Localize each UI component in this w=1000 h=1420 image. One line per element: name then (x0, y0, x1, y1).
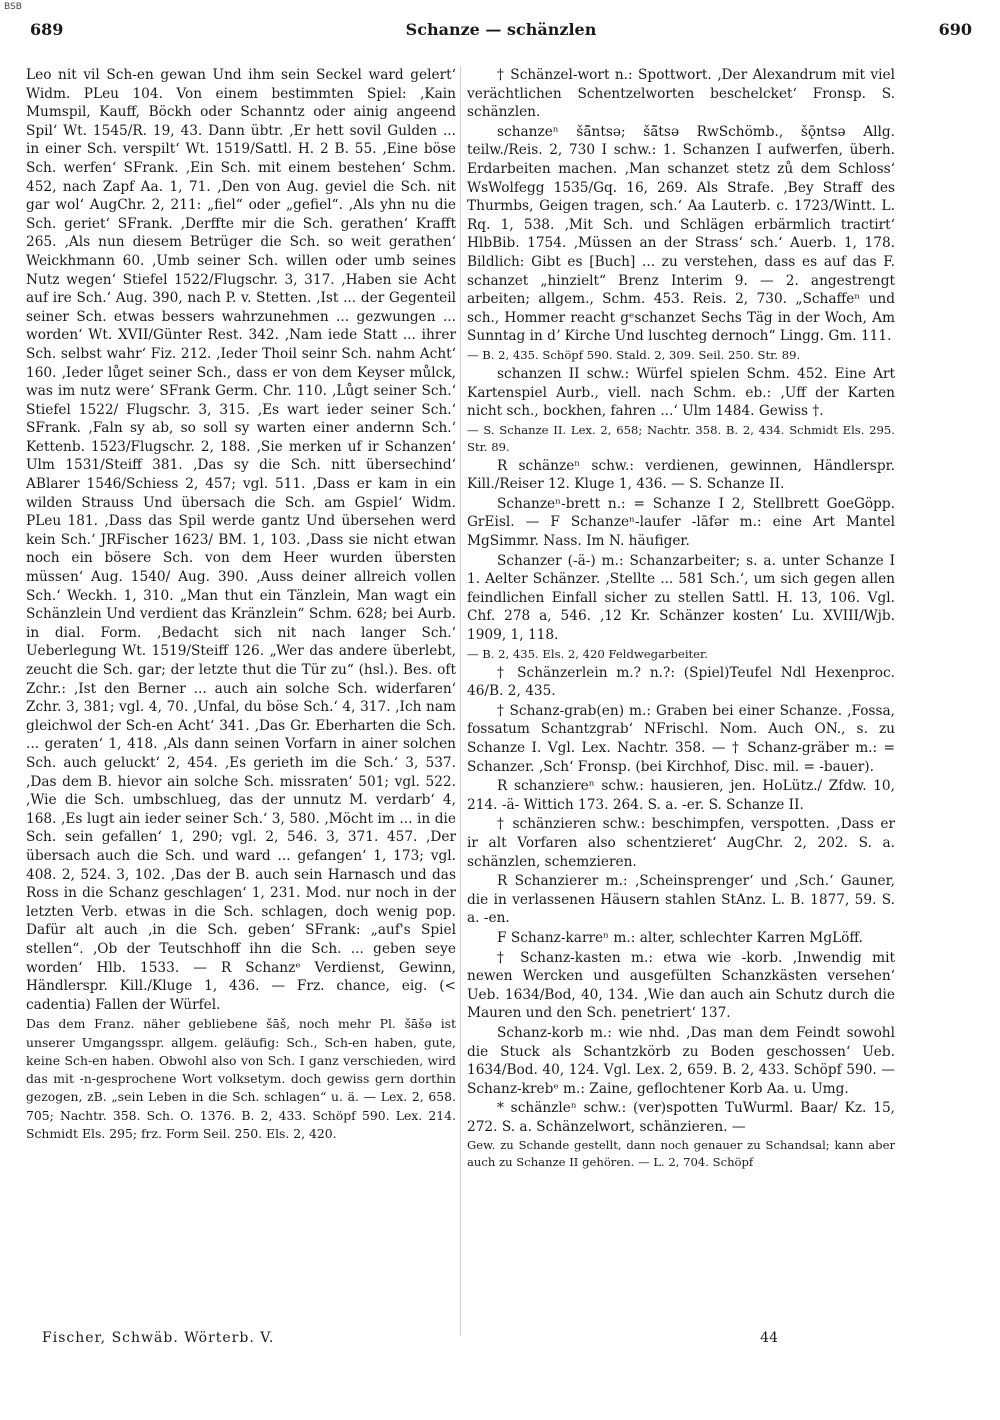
page-number-right: 690 (938, 20, 972, 39)
left-column (26, 66, 456, 1143)
entry-schanzieren: R schanziereⁿ schw.: hausieren, jen. HoLütz./ Zfdw. 10, 214. -ä- Wittich 173. 264. S. a. -er. S. Schanze II. (467, 778, 895, 813)
entry-schanzen-1: schanzeⁿ šā̃ntsǝ; šā̃tsǝ RwSchömb., šǭntsǝ Allg. teilw./Reis. 2, 730 I schw.: 1. Schanzen I aufwerfen, überh. Erdarbeiten machen. ‚Man schanzet stetz zů dem Schloss‘ WsWolfegg 1535/Gq. 16, 269. Als Strafe. ‚Bey Straff des Thurmbs, Geigen tragen, sch.‘ Aa Lauterb. c. 1723/Wintt. L. Rq. 1, 538. ‚Mit Sch. und Schlägen erbärmlich tractirt‘ HlbBib. 1754. ‚Müssen an der Strass‘ sch.‘ Auerb. 1, 178. Bildlich: Gibt es [Buch] ... zu verstehen, dass es auf das F. schanzet „hinzielt“ Brenz Interim 9. — 2. angestrengt arbeiten; allgem., Schm. 453. Reis. 2, 730. „Schaffeⁿ und sch., Hommer reacht gᵉschanzet Sechs Täg in der Woch, Am Sunntag in dʼ Kirche Und luschteg dernoch“ Lingg. Gm. 111. (467, 123, 895, 345)
entry-schanzer-refs: — B. 2, 435. Els. 2, 420 Feldwegarbeiter. (467, 646, 708, 661)
entry-schanz-kasten: † Schanz-kasten m.: etwa wie -korb. ‚Inwendig mit newen Wercken und ausgefülten Schanzkästen versehen‘ Ueb. 1634/Bod, 40, 134. ‚Wie dan auch ain Schutz durch die Mauren und den Sch. penetriert‘ 137. (467, 949, 895, 1022)
signature-line: Fischer, Schwäb. Wörterb. V. (42, 1330, 275, 1346)
entry-schanzer: Schanzer (-ä-) m.: Schanzarbeiter; s. a. unter Schanze I 1. Aelter Schänzer. ‚Stellte ... 581 Sch.‘, um sich gegen allen feindlichen Einfall sicher zu stellen Sattl. H. 13, 106. Vgl. Chf. 278 a, 546. ‚12 Kr. Schänzer kosten‘ Lu. XVIII/Wjb. 1909, 1, 118. (467, 552, 895, 644)
sheet-number: 44 (760, 1330, 778, 1346)
entry-schanzen-brett: Schanzeⁿ-brett n.: = Schanze I 2, Stellbrett GoeGöpp. GrEisl. — F Schanzeⁿ-laufer -lāfǝr m.: eine Art Mantel MgSimmr. Nass. Im N. häufiger. (467, 495, 895, 550)
entry-schanz-graben: † Schanz-grab(en) m.: Graben bei einer Schanze. ‚Fossa, fossatum Schantzgrab‘ NFrischl. Nom. Auch ON., s. zu Schanze I. Vgl. Lex. Nachtr. 358. — † Schanz-gräber m.: = Schanzer. ‚Sch‘ Fronsp. (bei Kirchhof, Disc. mil. = -bauer). (467, 702, 895, 775)
entry-schaenzlen-refs: Gew. zu Schande gestellt, dann noch genauer zu Schandsal; kann aber auch zu Schanze II gehören. — L. 2, 704. Schöpf (467, 1138, 895, 1170)
entry-schaenzen: R schänzeⁿ schw.: verdienen, gewinnen, Händlerspr. Kill./Reiser 12. Kluge 1, 436. — S. Schanze II. (467, 457, 895, 493)
left-paragraph: Leo nit vil Sch-en gewan Und ihm sein Seckel ward gelert‘ Widm. PLeu 104. Von einem bestimmten Spiel: ‚Kain Mumspil, Kauff, Böckh oder Schanntz oder ainig angeend Spil‘ Wt. 1545/R. 19, 43. Dann übtr. ‚Er hett sovil Gulden ... in einer Sch. verspilt‘ Wt. 1519/Sattl. H. 2 B. 55. ‚Eine böse Sch. werfen‘ SFrank. ‚Ein Sch. mit einem bestehen‘ Schm. 452, nach Zapf Aa. 1, 71. ‚Den von Aug. geviel die Sch. nit gar wol‘ AugChr. 2, 211: „fiel“ oder „gefiel“. ‚Als yhn nu die Sch. geriet‘ SFrank. ‚Derffte mir die Sch. gerathen‘ Krafft 265. ‚Als nun diesem Betrüger die Sch. so weit gerathen‘ Weickhmann 60. ‚Umb seiner Sch. willen oder umb seines Nutz wegen‘ Stiefel 1522/Flugschr. 3, 317. ‚Haben sie Acht auf ire Sch.‘ Aug. 390, nach P. v. Stetten. ‚Ist ... der Gegenteil seiner Sch. etwas bessers wahrzunehmen ... gezwungen ... worden‘ Wt. XVII/Günter Rest. 342. ‚Nam iede Statt ... ihrer Sch. selbst wahr‘ Fiz. 212. ‚Ieder Thoil seinr Sch. nahm Acht‘ 160. ‚Ieder lůget seiner Sch., dass er von dem Keyser můlck, was im nutz were‘ SFrank Germ. Chr. 110. ‚Lůgt seiner Sch.‘ Stiefel 1522/ Flugschr. 3, 315. ‚Es wart ieder seiner Sch.‘ SFrank. ‚Faln sy ab, so soll sy warten einer andernn Sch.‘ Kettenb. 1523/Flugschr. 2, 188. ‚Sie merken uf ir Schanzen‘ Ulm 1531/Steiff 381. ‚Das sy die Sch. nitt übersechind‘ ABlarer 1546/Schiess 2, 457; vgl. 511. ‚Dass er kam in ein wilden Strauss Und übersach die Sch. am Gspiel‘ Widm. PLeu 181. ‚Dass das Spil werde gantz Und übersehen werd kein Sch.‘ JRFischer 1623/ BM. 1, 103. ‚Dass sie nicht etwan noch ein bösere Sch. von dem Heer wurden übersten müssen‘ Aug. 1540/ Aug. 390. ‚Auss deiner allreich vollen Sch.‘ Weckh. 1, 310. „Man thut ein Tänzlein, Man wagt ein Schänzlein Und verdient das Kränzlein“ Schm. 628; bei Aurb. in dial. Form. ‚Bedacht sich nit nach langer Sch.‘ Ueberlegung Wt. 1519/Steiff 126. „Wer das andere überlebt, zeucht die Sch. gar; der letzte thut die Tür zu“ (hsl.). Bes. oft Zchr.: ‚Ist den Berner ... auch ain solche Sch. widerfaren‘ Zchr. 3, 381; vgl. 4, 70. ‚Unfal, du böse Sch.‘ 4, 317. ‚Ich nam gleichwol der Sch-en Acht‘ 341. ‚Das Gr. Eberharten die Sch. ... geraten‘ 1, 418. ‚Als dann seinen Vorfarn in ainer solchen Sch. auch geluckt‘ 2, 454. ‚Es gerieth im die Sch.‘ 3, 537. ‚Das dem B. hievor ain solche Sch. missraten‘ 501; vgl. 522. ‚Wie die Sch. umbschlueg, das der unnutz M. verdarb‘ 4, 168. ‚Es lugt ain ieder seiner Sch.‘ 3, 580. ‚Möcht im ... in die Sch. sein gefallen‘ 1, 290; vgl. 2, 546. 3, 371. 457. ‚Der übersach auch die Sch. und ward ... gefangen‘ 1, 173; vgl. 408. 2, 524. 3, 102. ‚Das der B. auch sein Harnasch und das Ross in die Schanz geschlagen‘ 1, 231. Mod. nur noch in der letzten Verb. etwas in die Sch. schlagen, doch wenig pop. Dafür alt auch ‚in die Sch. geben‘ SFrank: „auf's Spiel stellen“. ‚Ob der Teutschhoff ihn die Sch. ... geben seye worden‘ Hlb. 1533. — R Schanzᵉ Verdienst, Gewinn, Händlerspr. Kill./Kluge 1, 436. — Frz. chance, eig. (< cadentia) Fallen der Würfel. (26, 67, 456, 1013)
entry-schaenzel-wort: † Schänzel-wort n.: Spottwort. ‚Der Alexandrum mit viel verächtlichen Schentzelworten beschelcket‘ Fronsp. S. schänzlen. (467, 67, 895, 121)
entry-schanz-korb: Schanz-korb m.: wie nhd. ‚Das man dem Feindt sowohl die Stuck als Schantzkörb zu Boden geschossen‘ Ueb. 1634/Bod. 40, 124. Vgl. Lex. 2, 659. B. 2, 433. Schöpf 590. — Schanz-krebᵉ m.: Zaine, geflochtener Korb Aa. u. Umg. (467, 1024, 895, 1097)
left-paragraph-small: Das dem Franz. näher gebliebene šāš, noch mehr Pl. šāšǝ ist unserer Umgangsspr. allgem. geläufig: Sch., Sch-en haben, gute, keine Sch-en haben. Obwohl also von Sch. I ganz verschieden, wird das mit -n-gesprochene Wort volksetym. doch gewiss gern dorthin gezogen, zB. „sein Leben in die Sch. schlagen“ u. ä. — Lex. 2, 658. 705; Nachtr. 358. Sch. O. 1376. B. 2, 433. Schöpf 590. Lex. 214. Schmidt Els. 295; frz. Form Seil. 250. Els. 2, 420. (26, 1016, 456, 1142)
right-column (467, 66, 895, 1171)
library-mark: BSB (4, 2, 22, 12)
running-title: Schanze — schänzlen (405, 20, 597, 39)
entry-schaenzieren: † schänzieren schw.: beschimpfen, verspotten. ‚Dass er ir alt Vorfaren also schentzieret‘ AugChr. 2, 202. S. a. schänzlen, schemzieren. (467, 816, 895, 870)
entry-schaenzlen: * schänzleⁿ schw.: (ver)spotten TuWurml. Baar/ Kz. 15, 272. S. a. Schänzelwort, schänzieren. — (467, 1100, 895, 1135)
entry-schanz-karren: F Schanz-karreⁿ m.: alter, schlechter Karren MgLöff. (497, 929, 863, 946)
entry-schanzen-1-refs: — B. 2, 435. Schöpf 590. Stald. 2, 309. Seil. 250. Str. 89. (467, 347, 801, 362)
column-divider (460, 66, 461, 1336)
entry-schanzen-2: schanzen II schw.: Würfel spielen Schm. 452. Eine Art Kartenspiel Aurb., viell. nach Schm. eb.: ‚Uff der Karten nicht sch., bockhen, fahren ...‘ Ulm 1484. Gewiss †. (467, 365, 895, 420)
entry-schanzen-2-refs: — S. Schanze II. Lex. 2, 658; Nachtr. 358. B. 2, 434. Schmidt Els. 295. Str. 89. (467, 422, 895, 454)
page-number-left: 689 (30, 20, 64, 39)
entry-schaenzerlein: † Schänzerlein m.? n.?: (Spiel)Teufel Ndl Hexenproc. 46/B. 2, 435. (467, 664, 895, 700)
entry-schanzierer: R Schanzierer m.: ‚Scheinsprenger‘ und ‚Sch.‘ Gauner, die in verlassenen Häusern stahlen StAnz. L. B. 1877, 59. S. a. -en. (467, 873, 895, 927)
page-header (30, 20, 972, 46)
